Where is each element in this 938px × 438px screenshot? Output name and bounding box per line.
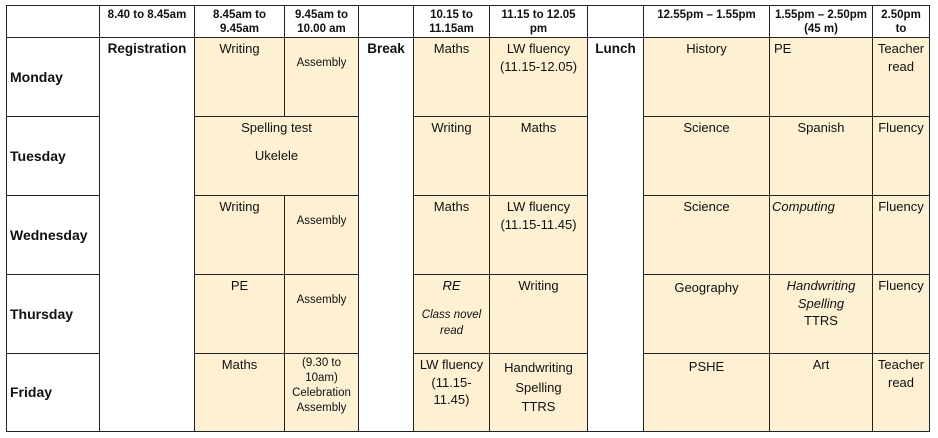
wednesday-period-4-note: (11.15-11.45) <box>500 216 577 232</box>
wednesday-period-4 <box>489 195 588 275</box>
friday-period-3-subject: LW fluency <box>419 357 484 372</box>
thursday-period-3-note: Class novel read <box>421 308 482 337</box>
wednesday-period-1: Writing <box>194 195 285 275</box>
tuesday-ukelele: Ukelele <box>254 147 299 163</box>
thursday-period-3-subject: RE <box>442 278 461 293</box>
thursday-period-7: Fluency <box>872 274 930 354</box>
wednesday-period-6: Computing <box>769 195 873 275</box>
thursday-period-2-text: Assembly <box>296 294 347 306</box>
monday-period-6: PE <box>769 37 873 117</box>
wednesday-period-7: Fluency <box>872 195 930 275</box>
header-corner <box>6 5 100 38</box>
header-lunch <box>587 5 644 38</box>
lunch-column: Lunch <box>587 37 644 432</box>
monday-period-4-note: (11.15-12.05) <box>499 58 578 74</box>
thursday-period-6 <box>769 274 873 354</box>
monday-period-4 <box>489 37 588 117</box>
header-period-2: 9.45am to 10.00 am <box>284 5 359 38</box>
wednesday-period-5: Science <box>643 195 770 275</box>
friday-period-4-line-3: TTRS <box>521 399 556 414</box>
header-period-3: 10.15 to 11.15am <box>413 5 490 38</box>
thursday-period-6-line-2: Spelling <box>797 295 845 311</box>
tuesday-period-7: Fluency <box>872 116 930 196</box>
tuesday-period-5: Science <box>643 116 770 196</box>
friday-period-7: Teacher read <box>872 353 930 432</box>
friday-period-5: PSHE <box>643 353 770 432</box>
monday-period-5: History <box>643 37 770 117</box>
monday-period-7: Teacher read <box>872 37 930 117</box>
friday-period-2 <box>284 353 359 432</box>
thursday-period-1: PE <box>194 274 285 354</box>
tuesday-period-1-2 <box>194 116 359 196</box>
monday-period-4-subject: LW fluency <box>506 41 571 56</box>
friday-period-2-event: Celebration Assembly <box>292 386 351 414</box>
monday-period-1: Writing <box>194 37 285 117</box>
friday-period-6: Art <box>769 353 873 432</box>
break-column: Break <box>358 37 414 432</box>
tuesday-period-4: Maths <box>489 116 588 196</box>
header-period-4: 11.15 to 12.05 pm <box>489 5 588 38</box>
monday-period-2-text: Assembly <box>296 57 347 69</box>
timetable <box>6 5 930 432</box>
header-break <box>358 5 414 38</box>
header-period-5: 12.55pm – 1.55pm <box>643 5 770 38</box>
header-registration-time: 8.40 to 8.45am <box>99 5 195 38</box>
day-friday: Friday <box>6 353 100 432</box>
day-monday: Monday <box>6 37 100 117</box>
thursday-period-6-line-3: TTRS <box>804 313 838 329</box>
wednesday-period-3: Maths <box>413 195 490 275</box>
wednesday-period-4-subject: LW fluency <box>506 199 571 214</box>
thursday-period-6-line-1: Handwriting <box>786 278 856 293</box>
day-tuesday: Tuesday <box>6 116 100 196</box>
thursday-period-4: Writing <box>489 274 588 354</box>
header-period-1: 8.45am to 9.45am <box>194 5 285 38</box>
thursday-period-2 <box>284 274 359 354</box>
friday-period-4-line-2: Spelling <box>515 379 562 395</box>
wednesday-period-2-text: Assembly <box>296 215 347 227</box>
tuesday-period-6: Spanish <box>769 116 873 196</box>
friday-period-2-time: (9.30 to 10am) <box>302 357 341 384</box>
friday-period-3-note: (11.15-11.45) <box>431 374 472 408</box>
day-wednesday: Wednesday <box>6 195 100 275</box>
registration-column: Registration <box>99 37 195 432</box>
friday-period-3 <box>413 353 490 432</box>
friday-period-4 <box>489 353 588 432</box>
header-period-6: 1.55pm – 2.50pm (45 m) <box>769 5 873 38</box>
monday-period-3: Maths <box>413 37 490 117</box>
thursday-period-5: Geography <box>643 274 770 354</box>
day-thursday: Thursday <box>6 274 100 354</box>
tuesday-spelling-test: Spelling test <box>241 120 312 135</box>
friday-period-4-line-1: Handwriting <box>504 360 573 375</box>
friday-period-1: Maths <box>194 353 285 432</box>
thursday-period-3 <box>413 274 490 354</box>
monday-period-2 <box>284 37 359 117</box>
wednesday-period-2 <box>284 195 359 275</box>
header-period-7: 2.50pm to <box>872 5 930 38</box>
tuesday-period-3: Writing <box>413 116 490 196</box>
